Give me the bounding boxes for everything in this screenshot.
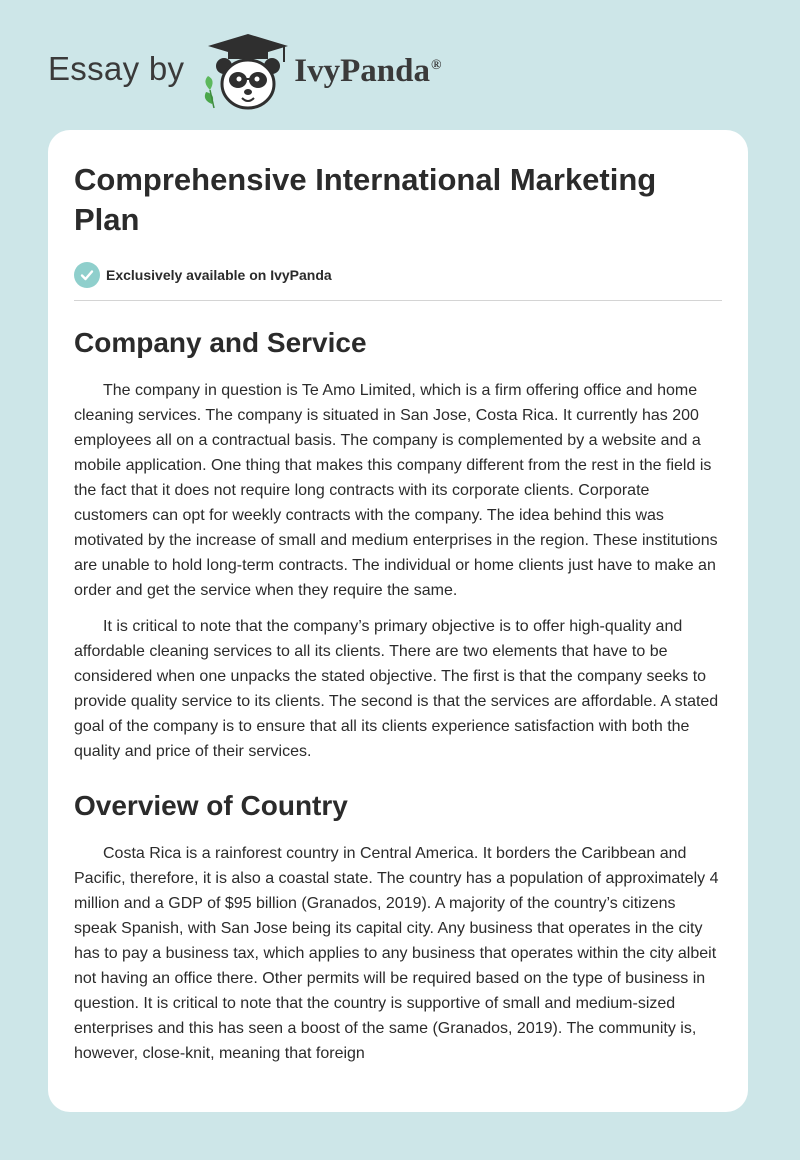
section-heading: Company and Service [74,327,367,358]
paragraph: Costa Rica is a rainforest country in Central America. It borders the Caribbean and Pacific, therefore, it is also a coastal state. The country has a population of approximately 4 million and a GDP of $95 billion (Granados, 2019). A majority of the country’s citizens speak Spanish, with San Jose being its capital city. Any business that operates in the city has to pay a business tax, which applies to any business that operates within the city albeit not having an office there. Other permits will be required based on the type of business in question. It is critical to note that the country is supportive of small and medium-sized enterprises and this has seen a boost of the same (Granados, 2019). The community is, however, close-knit, meaning that foreign [74,845,719,1062]
panda-logo-icon[interactable] [198,32,290,112]
check-icon [74,262,100,288]
article-card [48,130,748,1112]
article-title: Comprehensive International Marketing Plan [74,162,657,237]
paragraph: It is critical to note that the company’s primary objective is to offer high-quality and affordable cleaning services to all its clients. There are two elements that have to be considered when one unpacks the stated objective. The first is that the company seeks to provide quality service to its clients. The second is that the services are affordable. A stated goal of the company is to ensure that all its clients experience satisfaction with both the quality and price of their services. [74,618,719,760]
brand-prefix: Essay by [48,50,185,87]
paragraph: The company in question is Te Amo Limited, which is a firm offering office and home cleaning services. The company is situated in San Jose, Costa Rica. It currently has 200 employees all on a contractual basis. The company is complemented by a website and a mobile application. One thing that makes this company different from the rest in the field is the fact that it does not require long contracts with its corporate clients. Corporate customers can opt for weekly contracts with the company. The idea behind this was motivated by the increase of small and medium enterprises in the region. These institutions are unable to hold long-term contracts. The individual or home clients just have to make an order and get the service when they require the same. [74,382,718,599]
section-overview-of-country [74,790,722,1066]
exclusive-badge [74,262,722,288]
brand-name: IvyPanda® [294,52,442,89]
exclusive-badge-label: Exclusively available on IvyPanda [106,267,332,283]
divider [74,300,722,301]
section-heading: Overview of Country [74,790,348,821]
brand-header [48,32,441,112]
section-company-and-service [74,327,722,764]
